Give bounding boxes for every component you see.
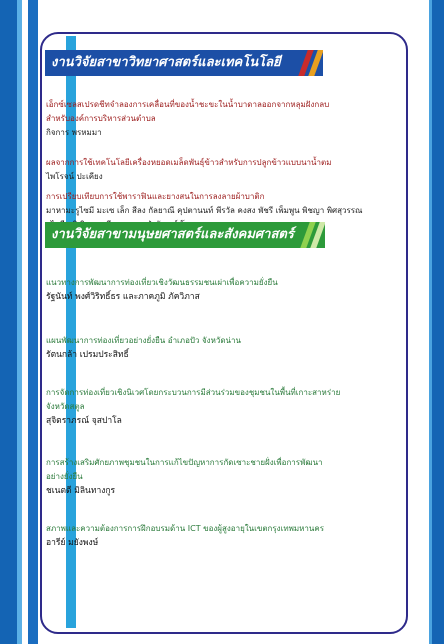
- item-title: การเปรียบเทียบการใช้พาราฟินและยางสนในการลงลายผ้าบาติก: [46, 192, 265, 201]
- item-title: ผลจากการใช้เทคโนโลยีเครื่องหยอดเมล็ดพันธุ์ข้าวสำหรับการปลูกข้าวแบบนาน้ำตม: [46, 158, 332, 167]
- item-authors: รัตนกล้า เปรมประสิทธิ์: [46, 350, 129, 360]
- list-item[interactable]: [46, 156, 396, 184]
- item-authors: ไพโรจน์ ปะเคียง: [46, 172, 103, 181]
- item-authors: อารีย์ มยังพงษ์: [46, 538, 99, 548]
- item-authors: รัฐนันท์ พงศ์วิริทธิ์ธร และภาคภูมิ ภัควิภาส: [46, 292, 200, 302]
- item-authors: กิจการ พรหมมา: [46, 128, 102, 137]
- item-title: แผนพัฒนาการท่องเที่ยวอย่างยั่งยืน อำเภอปัว จังหวัดน่าน: [46, 336, 241, 345]
- list-item[interactable]: [46, 386, 396, 428]
- item-authors: มาหามะรูไซมี มะเซ เล็ก สีลง กัลยาณี คุปตานนท์ พีรวัล คงสง พัชรี เพ็มพูน พิชญา พิศสุวรรณ: [46, 206, 363, 215]
- item-title: การสร้างเสริมศักยภาพชุมชนในการแก้ไขปัญหาการกัดเซาะชายฝั่งเพื่อการพัฒนา อย่างยั่งยืน: [46, 458, 323, 481]
- item-title: แนวทางการพัฒนาการท่องเที่ยวเชิงวัฒนธรรมชนเผ่าเพื่อความยั่งยืน: [46, 278, 278, 287]
- list-item[interactable]: [46, 276, 396, 304]
- list-item[interactable]: [46, 456, 396, 498]
- section-heading-science: [45, 50, 323, 76]
- list-item[interactable]: [46, 522, 396, 550]
- list-item[interactable]: [46, 98, 396, 140]
- item-authors: สุจิตราภรณ์ จุสปาโล: [46, 416, 122, 426]
- item-title: การจัดการท่องเที่ยวเชิงนิเวศโดยกระบวนการมีส่วนร่วมของชุมชนในพื้นที่เกาะสาหร่าย จังหวัดสตูล: [46, 388, 341, 411]
- section-heading-text: งานวิจัยสาขามนุษยศาสตร์และสังคมศาสตร์: [51, 227, 294, 242]
- section-heading-text: งานวิจัยสาขาวิทยาศาสตร์และเทคโนโลยี: [51, 55, 281, 70]
- list-item[interactable]: [46, 334, 396, 362]
- right-stripe-dark: [432, 0, 444, 644]
- item-title: เอ็กซ์เซลสเปรดชีทจำลองการเคลื่อนที่ของน้ำชะขะในน้ำบาดาลออกจากหลุมฝังกลบ สำหรับองค์การบริหารส่วนตำบล: [46, 100, 330, 123]
- section-heading-humanities: [45, 222, 325, 248]
- left-stripe-inner: [28, 0, 38, 644]
- item-title: สภาพและความต้องการการฝึกอบรมด้าน ICT ของผู้สูงอายุในเขตกรุงเทพมหานคร: [46, 524, 325, 533]
- left-stripe-dark: [0, 0, 17, 644]
- item-authors: ชเนตตี มิลินทางกูร: [46, 486, 116, 496]
